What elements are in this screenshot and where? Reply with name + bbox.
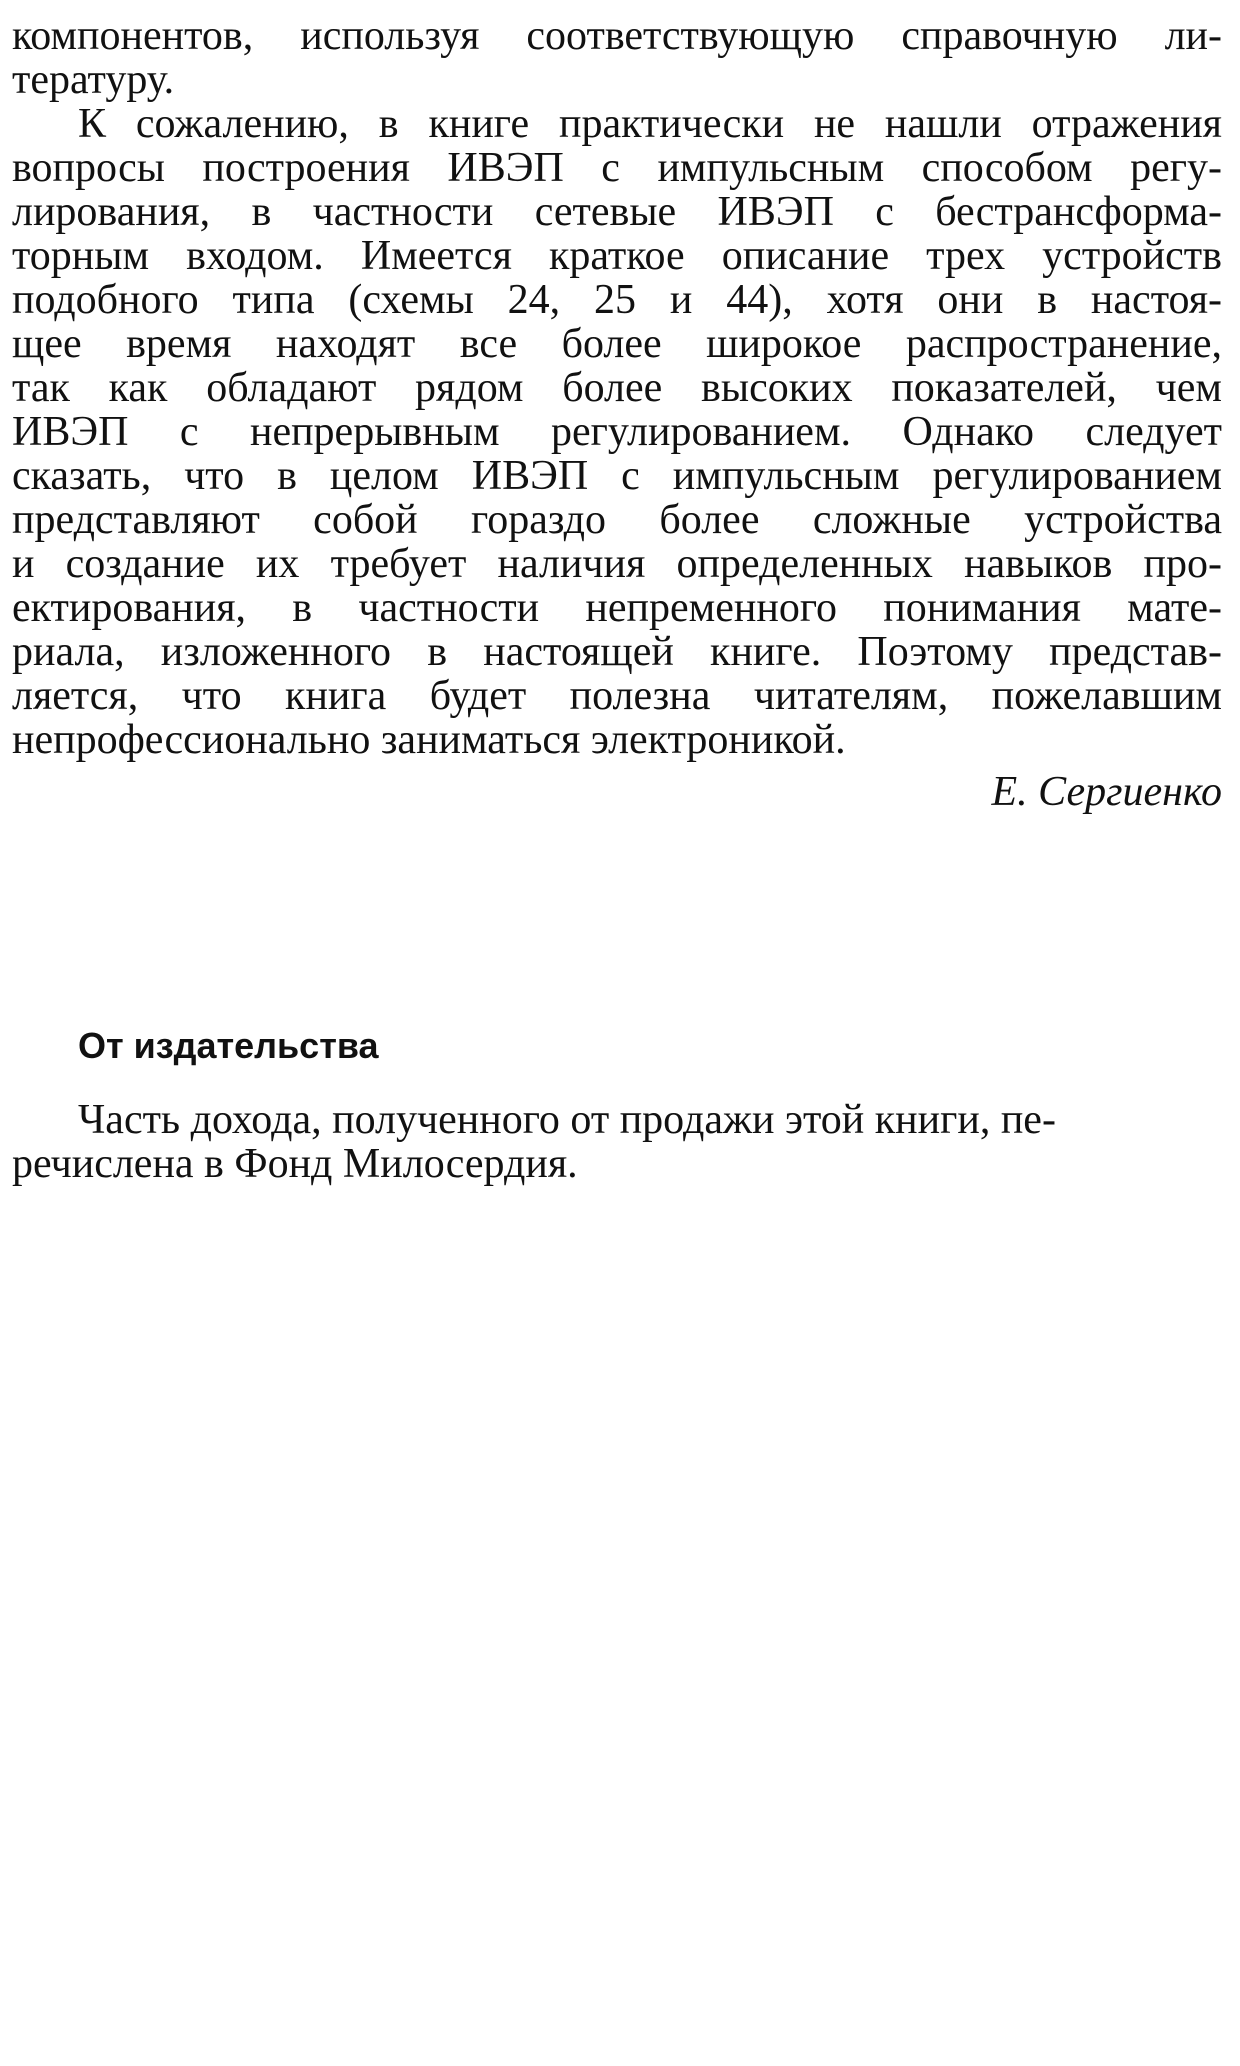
text-line: и создание их требует наличия определенных навыков про- (12, 541, 1222, 587)
text-line: тературу. (12, 57, 175, 103)
text-line: торным входом. Имеется краткое описание трех устройств (12, 233, 1222, 279)
author-signature: Е. Сергиенко (991, 769, 1222, 815)
text-line: Часть дохода, полученного от продажи этой книги, пе- (78, 1097, 1056, 1143)
text-line: вопросы построения ИВЭП с импульсным способом регу- (12, 145, 1222, 191)
text-line: ляется, что книга будет полезна читателям, пожелавшим (12, 673, 1222, 719)
text-line: речислена в Фонд Милосердия. (12, 1141, 578, 1187)
text-line: непрофессионально заниматься электроникой. (12, 717, 846, 763)
text-line: так как обладают рядом более высоких показателей, чем (12, 365, 1222, 411)
text-line: щее время находят все более широкое распространение, (12, 321, 1222, 367)
text-line: ектирования, в частности непременного понимания мате- (12, 585, 1222, 631)
text-line: лирования, в частности сетевые ИВЭП с бестрансформа- (12, 189, 1222, 235)
text-line: ИВЭП с непрерывным регулированием. Однако следует (12, 409, 1222, 455)
text-line: представляют собой гораздо более сложные устройства (12, 497, 1222, 543)
text-line: К сожалению, в книге практически не нашли отражения (78, 101, 1222, 147)
text-line: подобного типа (схемы 24, 25 и 44), хотя они в настоя- (12, 277, 1222, 323)
text-line: сказать, что в целом ИВЭП с импульсным регулированием (12, 453, 1222, 499)
text-line: компонентов, используя соответствующую справочную ли- (12, 13, 1222, 59)
section-heading: От издательства (78, 1025, 379, 1066)
text-line: риала, изложенного в настоящей книге. Поэтому представ- (12, 629, 1222, 675)
